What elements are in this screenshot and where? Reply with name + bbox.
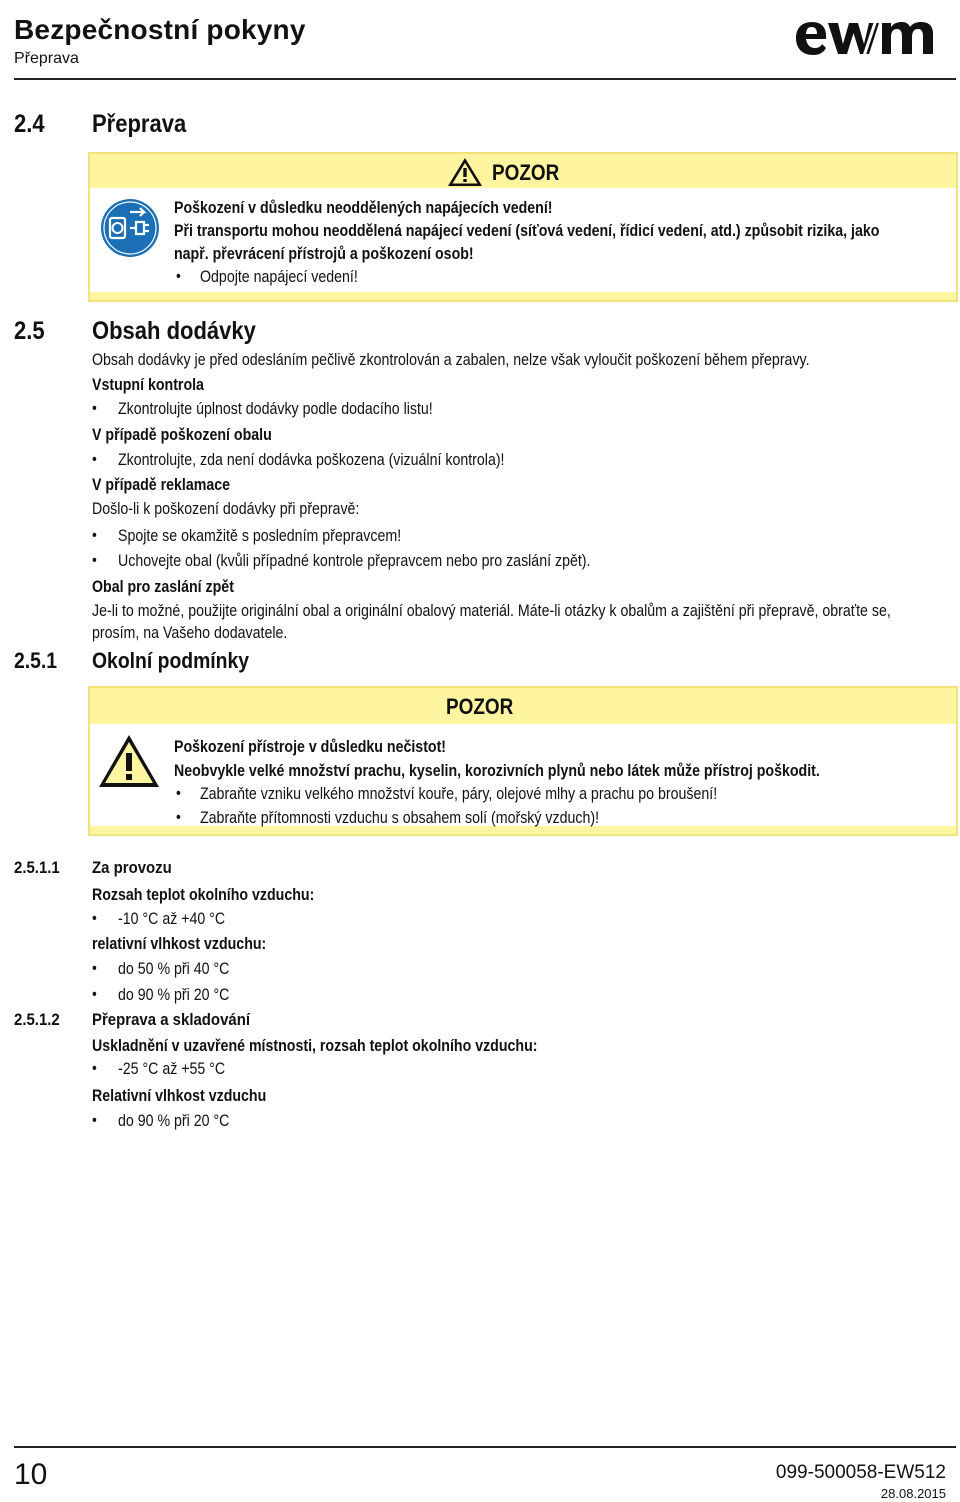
bullet-marker: • — [92, 960, 97, 977]
paragraph-intro: Obsah dodávky je před odesláním pečlivě zkontrolován a zabalen, nelze však vyloučit poškození během přepravy. — [92, 351, 810, 369]
paragraph-reklamace: Došlo-li k poškození dodávky při přepravě: — [92, 500, 360, 518]
bullet-marker: • — [92, 552, 97, 569]
bullet-marker: • — [92, 1112, 97, 1129]
subheading-vstupni-kontrola: Vstupní kontrola — [92, 376, 204, 394]
subheading-poskozeni-obalu: V případě poškození obalu — [92, 426, 272, 444]
warning-triangle-icon — [447, 157, 483, 187]
list-item-temp-operation: -10 °C až +40 °C — [118, 910, 226, 928]
header-rule — [14, 78, 956, 80]
section-number-2-5-1: 2.5.1 — [14, 648, 58, 673]
bullet-marker: • — [92, 1060, 97, 1077]
warning-heading-transport: Poškození v důsledku neoddělených napájecích vedení! — [174, 199, 553, 217]
warning-text-dirt: Neobvykle velké množství prachu, kyselin, korozivních plynů nebo látek může přístroj poškodit. — [174, 762, 820, 780]
bullet-marker: • — [92, 400, 97, 417]
bullet-marker: • — [176, 785, 181, 802]
ewm-logo — [794, 18, 936, 58]
bullet-marker: • — [176, 268, 181, 285]
footer-rule — [14, 1446, 956, 1448]
document-date: 28.08.2015 — [880, 1486, 946, 1501]
section-number-2-5: 2.5 — [14, 317, 45, 345]
document-id: 099-500058-EW512 — [775, 1462, 946, 1483]
warning-bullet-dirt-2: Zabraňte přítomnosti vzduchu s obsahem solí (mořský vzduch)! — [200, 809, 600, 827]
page-header-title: Bezpečnostní pokyny — [14, 14, 306, 45]
list-item-obal: Zkontrolujte, zda není dodávka poškozena (vizuální kontrola)! — [118, 451, 505, 469]
bullet-marker: • — [92, 910, 97, 927]
warning-text-transport-2: např. převrácení přístrojů a poškození osob! — [174, 245, 474, 263]
bullet-marker: • — [92, 527, 97, 544]
section-number-2-4: 2.4 — [14, 110, 45, 138]
unplug-mandatory-icon — [100, 198, 160, 258]
subheading-temp-operation: Rozsah teplot okolního vzduchu: — [92, 886, 315, 904]
bullet-marker: • — [92, 986, 97, 1003]
list-item-reklamace-1: Spojte se okamžitě s posledním přepravcem! — [118, 527, 402, 545]
warning-triangle-icon — [97, 733, 161, 789]
subheading-obal-zpet: Obal pro zaslání zpět — [92, 578, 234, 596]
subheading-humidity-storage: Relativní vlhkost vzduchu — [92, 1087, 267, 1105]
list-item-humidity-1: do 50 % při 40 °C — [118, 960, 230, 978]
subheading-temp-storage: Uskladnění v uzavřené místnosti, rozsah teplot okolního vzduchu: — [92, 1037, 538, 1055]
paragraph-obal-zpet-2: prosím, na Vašeho dodavatele. — [92, 624, 288, 642]
list-item-humidity-storage: do 90 % při 20 °C — [118, 1112, 230, 1130]
subheading-humidity-operation: relativní vlhkost vzduchu: — [92, 935, 267, 953]
section-title-2-5-1: Okolní podmínky — [92, 648, 250, 673]
warning-text-transport-1: Při transportu mohou neoddělená napájecí vedení (síťová vedení, řídicí vedení, atd.) způsobit rizika, jako — [174, 222, 880, 240]
section-title-2-5-1-1: Za provozu — [92, 858, 172, 877]
page-number: 10 — [14, 1458, 48, 1491]
bullet-marker: • — [176, 809, 181, 826]
page-header-subtitle: Přeprava — [14, 50, 79, 67]
warning-label-transport: POZOR — [492, 160, 560, 185]
list-item-humidity-2: do 90 % při 20 °C — [118, 986, 230, 1004]
bullet-marker: • — [92, 451, 97, 468]
list-item-vstup: Zkontrolujte úplnost dodávky podle dodacího listu! — [118, 400, 433, 418]
section-title-2-4: Přeprava — [92, 110, 187, 138]
warning-bullet-dirt-1: Zabraňte vzniku velkého množství kouře, páry, olejové mlhy a prachu po broušení! — [200, 785, 718, 803]
warning-label-dirt: POZOR — [446, 694, 514, 719]
list-item-reklamace-2: Uchovejte obal (kvůli případné kontrole přepravcem nebo pro zaslání zpět). — [118, 552, 591, 570]
paragraph-obal-zpet-1: Je-li to možné, použijte originální obal a originální obalový materiál. Máte-li otázky k obalům a zajištění při přepravě, obraťte se, — [92, 602, 891, 620]
subheading-reklamace: V případě reklamace — [92, 476, 231, 494]
section-title-2-5: Obsah dodávky — [92, 317, 256, 345]
warning-bullet-transport: Odpojte napájecí vedení! — [200, 268, 358, 286]
section-number-2-5-1-1: 2.5.1.1 — [14, 858, 60, 877]
list-item-temp-storage: -25 °C až +55 °C — [118, 1060, 226, 1078]
section-title-2-5-1-2: Přeprava a skladování — [92, 1010, 251, 1029]
warning-heading-dirt: Poškození přístroje v důsledku nečistot! — [174, 738, 447, 756]
section-number-2-5-1-2: 2.5.1.2 — [14, 1010, 60, 1029]
